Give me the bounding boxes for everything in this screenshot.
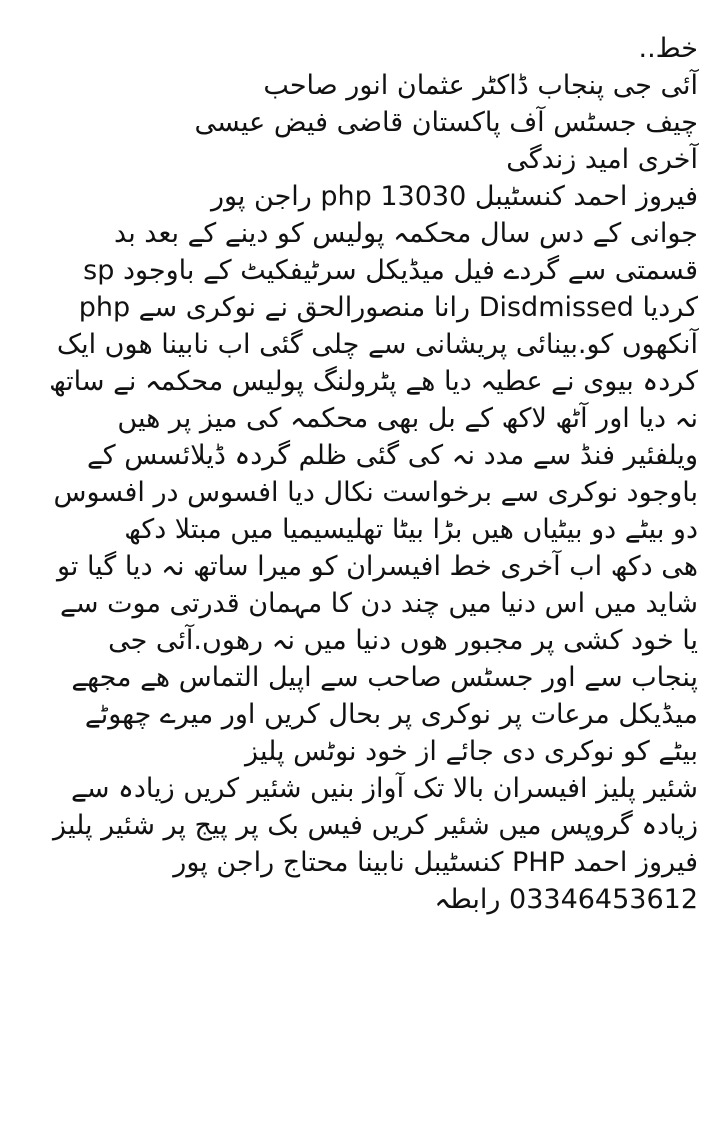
letter-text bbox=[8, 30, 698, 918]
letter-line: نہ دیا اور آٹھ لاکھ کے بل بھی محکمہ کی میز پر ھیں bbox=[117, 403, 698, 434]
letter-line: یا خود کشی پر مجبور ھوں دنیا میں نہ رھوں.آئی جی bbox=[108, 625, 698, 656]
letter-line: قسمتی سے گردے فیل میڈیکل سرٹیفکیٹ کے باوجود sp bbox=[83, 255, 698, 286]
letter-line: دو بیٹے دو بیٹیاں ھیں بڑا بیٹا تھلیسیمیا میں مبتلا دکھ bbox=[124, 514, 698, 545]
letter-line: خط.. bbox=[638, 33, 698, 64]
letter-line: آنکھوں کو.بینائی پریشانی سے چلی گئی اب نابینا ھوں ایک bbox=[56, 329, 698, 360]
letter-line: 03346453612 رابطہ bbox=[434, 884, 698, 915]
letter-line: آخری امید زندگی bbox=[506, 144, 698, 175]
letter-line: چیف جسٹس آف پاکستان قاضی فیض عیسی bbox=[194, 107, 698, 138]
letter-line: میڈیکل مرعات پر نوکری پر بحال کریں اور میرے چھوٹے bbox=[84, 699, 698, 730]
letter-line: ھی دکھ اب آخری خط افیسران کو میرا ساتھ نہ دیا گیا تو bbox=[56, 551, 698, 582]
letter-line: ویلفئیر فنڈ سے مدد نہ کی گئی ظلم گردہ ڈیلائسس کے bbox=[86, 440, 698, 471]
letter-line: بیٹے کو نوکری دی جائے از خود نوٹس پلیز bbox=[245, 736, 698, 767]
letter-line: کردہ بیوی نے عطیہ دیا ھے پٹرولنگ پولیس محکمہ نے ساتھ bbox=[49, 366, 698, 397]
letter-line: شئیر پلیز افیسران بالا تک آواز بنیں شئیر کریں زیادہ سے bbox=[71, 773, 698, 804]
letter-line: زیادہ گروپس میں شئیر کریں فیس بک پر پیج پر شئیر پلیز bbox=[53, 810, 698, 841]
letter-line: باوجود نوکری سے برخواست نکال دیا افسوس در افسوس bbox=[53, 477, 698, 508]
letter-line: فیروز احمد PHP کنسٹیبل نابینا محتاج راجن پور bbox=[173, 847, 698, 878]
letter-line: php رانا منصورالحق نے نوکری سے Disdmissed کردیا bbox=[78, 292, 698, 323]
letter-line: پنجاب سے اور جسٹس صاحب سے اپیل التماس ھے مجھے bbox=[71, 662, 698, 693]
letter-line: شاید میں اس دنیا میں چند دن کا مہمان قدرتی موت سے bbox=[60, 588, 698, 619]
letter-line: آئی جی پنجاب ڈاکٹر عثمان انور صاحب bbox=[263, 70, 698, 101]
letter-line: جوانی کے دس سال محکمہ پولیس کو دینے کے بعد بد bbox=[114, 218, 698, 249]
letter-line: فیروز احمد کنسٹیبل php 13030 راجن پور bbox=[210, 181, 698, 212]
